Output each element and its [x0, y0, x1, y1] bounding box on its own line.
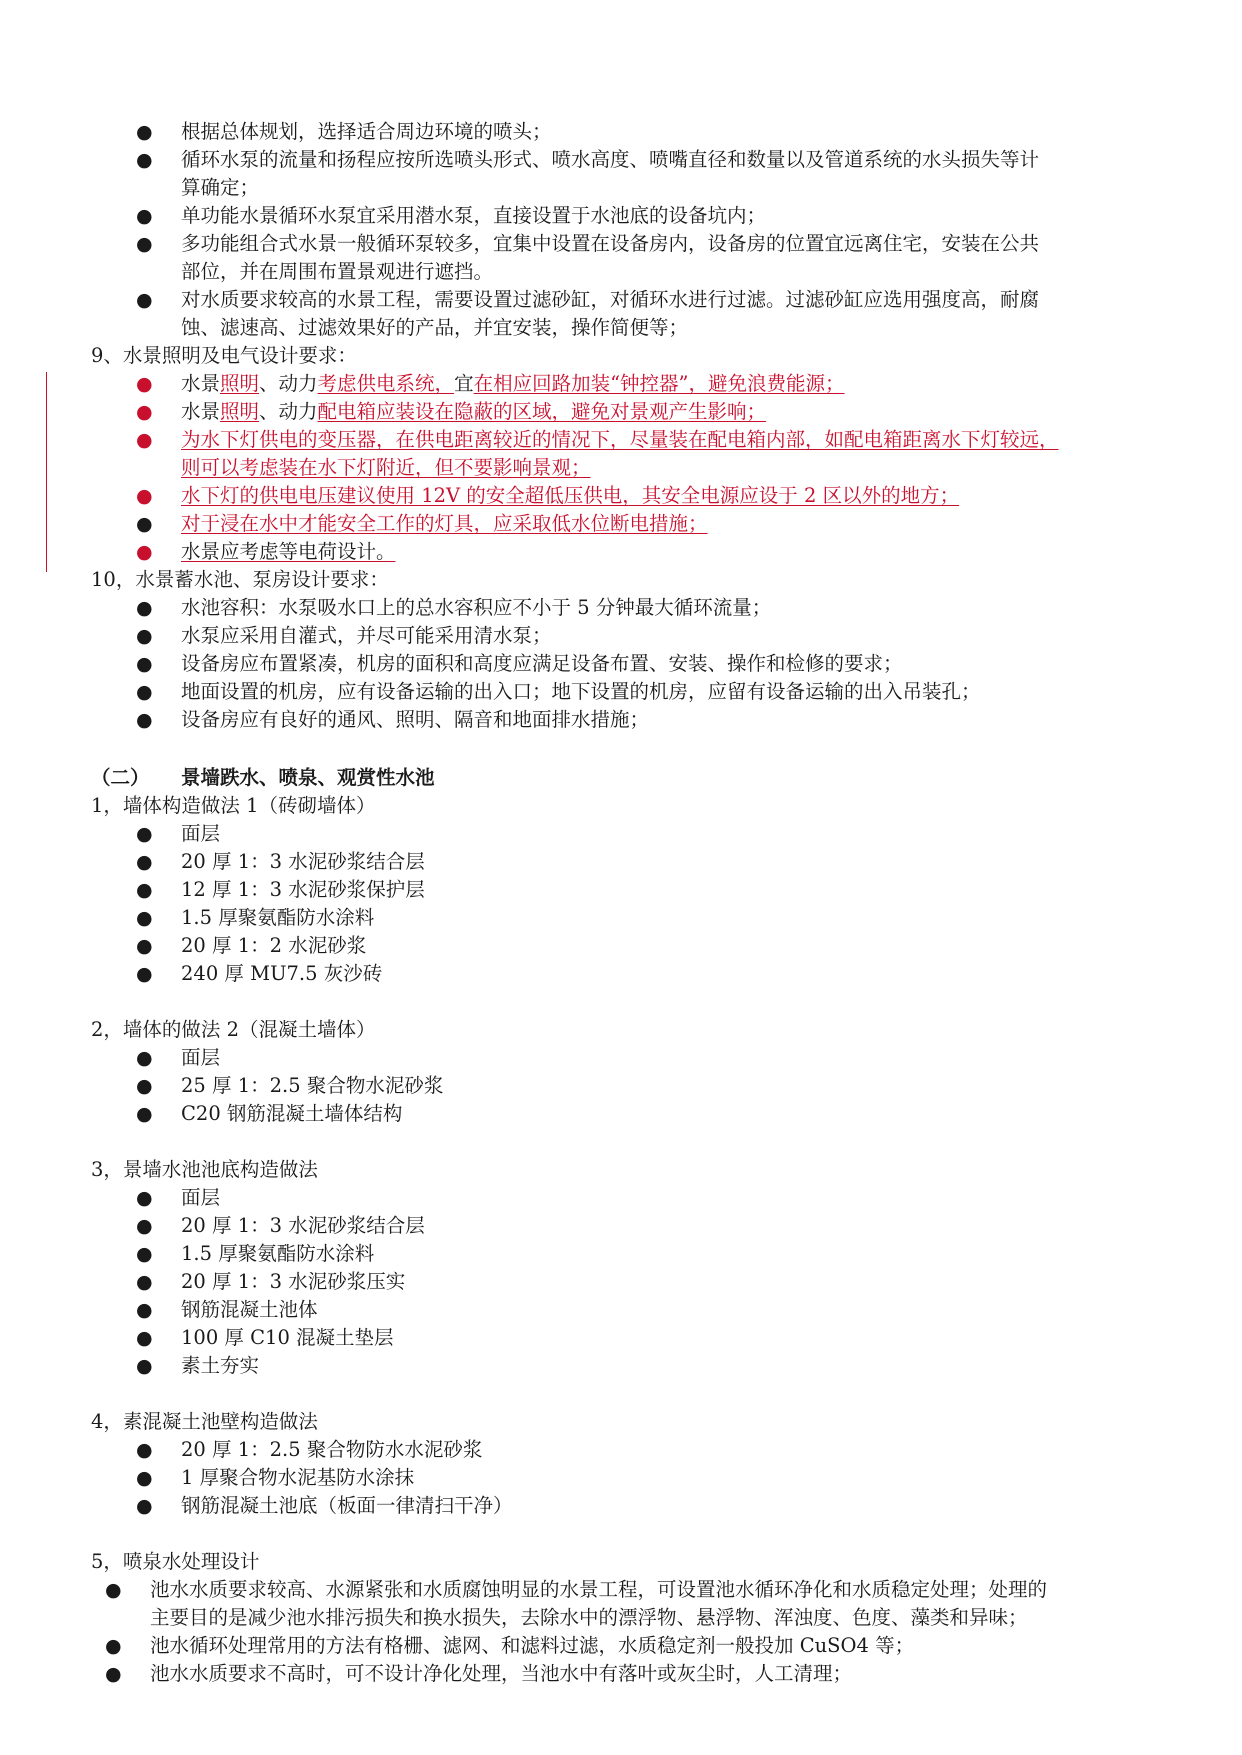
bullet-icon: ● [136, 1215, 153, 1237]
list-item [181, 370, 845, 398]
bullet-icon: ● [136, 149, 153, 171]
bullet-icon: ● [105, 1579, 122, 1601]
bullet-icon: ● [136, 1327, 153, 1349]
section-9-heading: 9、水景照明及电气设计要求： [91, 344, 357, 367]
bullet-icon: ● [105, 1663, 122, 1685]
list-item: 地面设置的机房，应有设备运输的出入口；地下设置的机房，应留有设备运输的出入吊装孔； [181, 680, 981, 703]
text-run: 水景 [181, 372, 221, 395]
text-run: 宜 [454, 372, 474, 395]
bullet-icon: ● [136, 373, 153, 395]
list-item: 1.5 厚聚氨酯防水涂料 [181, 906, 375, 929]
inserted-text: 在相应回路加装“钟控器”，避免浪费能源； [473, 372, 845, 395]
list-item: 池水循环处理常用的方法有格栅、滤网、和滤料过滤，水质稳定剂一般投加 CuSO4 等； [150, 1634, 915, 1657]
bullet-icon: ● [136, 681, 153, 703]
bullet-icon: ● [136, 429, 153, 451]
list-item: 20 厚 1：3 水泥砂浆结合层 [181, 1214, 425, 1237]
part-3-heading: 3，景墙水池池底构造做法 [91, 1158, 318, 1181]
bullet-icon: ● [136, 1243, 153, 1265]
bullet-icon: ● [136, 1047, 153, 1069]
list-item: 20 厚 1：3 水泥砂浆结合层 [181, 850, 425, 873]
bullet-icon: ● [136, 233, 153, 255]
list-item: 20 厚 1：3 水泥砂浆压实 [181, 1270, 406, 1293]
list-item: 面层 [181, 1046, 221, 1069]
list-item-continuation: 则可以考虑装在水下灯附近，但不要影响景观； [181, 456, 591, 479]
part-2-heading: 2，墙体的做法 2（混凝土墙体） [91, 1018, 376, 1041]
list-item: 对于浸在水中才能安全工作的灯具，应采取低水位断电措施； [181, 512, 708, 535]
list-item-continuation: 主要目的是减少池水排污损失和换水损失，去除水中的漂浮物、悬浮物、浑浊度、色度、藻类和异味； [150, 1606, 1028, 1629]
text-run: 水景 [181, 400, 221, 423]
list-item: 池水水质要求较高、水源紧张和水质腐蚀明显的水景工程，可设置池水循环净化和水质稳定处理；处理的 [150, 1578, 1048, 1601]
list-item: 水泵应采用自灌式，并尽可能采用清水泵； [181, 624, 552, 647]
bullet-icon: ● [136, 963, 153, 985]
list-item: 240 厚 MU7.5 灰沙砖 [181, 962, 383, 985]
inserted-text: 照明 [220, 400, 260, 423]
bullet-icon: ● [136, 879, 153, 901]
list-item: 素土夯实 [181, 1354, 260, 1377]
bullet-icon: ● [136, 709, 153, 731]
list-item: 20 厚 1：2 水泥砂浆 [181, 934, 367, 957]
list-item: 设备房应布置紧凑，机房的面积和高度应满足设备布置、安装、操作和检修的要求； [181, 652, 903, 675]
list-item: 对水质要求较高的水景工程，需要设置过滤砂缸，对循环水进行过滤。过滤砂缸应选用强度高，耐腐 [181, 288, 1040, 311]
list-item: 钢筋混凝土池底（板面一律清扫干净） [181, 1494, 513, 1517]
bullet-icon: ● [136, 1439, 153, 1461]
list-item: 1 厚聚合物水泥基防水涂抹 [181, 1466, 415, 1489]
bullet-icon: ● [136, 625, 153, 647]
text-run: 、动力 [259, 400, 318, 423]
list-item-continuation: 蚀、滤速高、过滤效果好的产品，并宜安装，操作简便等； [181, 316, 689, 339]
bullet-icon: ● [136, 205, 153, 227]
list-item: 水景应考虑等电荷设计。 [181, 540, 396, 563]
list-item: 25 厚 1：2.5 聚合物水泥砂浆 [181, 1074, 444, 1097]
bullet-icon: ● [136, 851, 153, 873]
revision-change-bar [46, 372, 47, 572]
bullet-icon: ● [136, 935, 153, 957]
bullet-icon: ● [136, 907, 153, 929]
bullet-icon: ● [136, 1495, 153, 1517]
list-item: 1.5 厚聚氨酯防水涂料 [181, 1242, 375, 1265]
section-2-title: 景墙跌水、喷泉、观赏性水池 [181, 766, 435, 789]
list-item [181, 398, 766, 426]
list-item: 池水水质要求不高时，可不设计净化处理，当池水中有落叶或灰尘时，人工清理； [150, 1662, 853, 1685]
bullet-icon: ● [136, 541, 153, 563]
inserted-text: 配电箱应装设在隐蔽的区域，避免对景观产生影响； [317, 400, 767, 423]
bullet-icon: ● [136, 1187, 153, 1209]
text-run: 、动力 [259, 372, 318, 395]
list-item: 单功能水景循环水泵宜采用潜水泵，直接设置于水池底的设备坑内； [181, 204, 767, 227]
inserted-text: 考虑供电系统， [317, 372, 455, 395]
list-item: C20 钢筋混凝土墙体结构 [181, 1102, 403, 1125]
part-5-heading: 5，喷泉水处理设计 [91, 1550, 260, 1573]
list-item: 面层 [181, 822, 221, 845]
list-item: 根据总体规划，选择适合周边环境的喷头； [181, 120, 552, 143]
list-item: 100 厚 C10 混凝土垫层 [181, 1326, 394, 1349]
list-item: 12 厚 1：3 水泥砂浆保护层 [181, 878, 425, 901]
bullet-icon: ● [136, 1103, 153, 1125]
bullet-icon: ● [136, 513, 153, 535]
inserted-text: 照明 [220, 372, 260, 395]
list-item-continuation: 算确定； [181, 176, 260, 199]
bullet-icon: ● [136, 653, 153, 675]
list-item: 钢筋混凝土池体 [181, 1298, 318, 1321]
bullet-icon: ● [136, 1271, 153, 1293]
bullet-icon: ● [105, 1635, 122, 1657]
list-item: 面层 [181, 1186, 221, 1209]
part-4-heading: 4，素混凝土池壁构造做法 [91, 1410, 318, 1433]
bullet-icon: ● [136, 1467, 153, 1489]
bullet-icon: ● [136, 1075, 153, 1097]
part-1-heading: 1，墙体构造做法 1（砖砌墙体） [91, 794, 376, 817]
section-2-number: （二） [91, 766, 150, 789]
list-item: 水下灯的供电电压建议使用 12V 的安全超低压供电，其安全电源应设于 2 区以外的地方； [181, 484, 960, 507]
list-item: 为水下灯供电的变压器，在供电距离较近的情况下，尽量装在配电箱内部，如配电箱距离水下灯较远， [181, 428, 1059, 451]
bullet-icon: ● [136, 1299, 153, 1321]
bullet-icon: ● [136, 121, 153, 143]
section-10-heading: 10，水景蓄水池、泵房设计要求： [91, 568, 389, 591]
bullet-icon: ● [136, 289, 153, 311]
list-item: 设备房应有良好的通风、照明、隔音和地面排水措施； [181, 708, 650, 731]
bullet-icon: ● [136, 597, 153, 619]
list-item: 20 厚 1：2.5 聚合物防水水泥砂浆 [181, 1438, 483, 1461]
bullet-icon: ● [136, 401, 153, 423]
bullet-icon: ● [136, 823, 153, 845]
list-item-continuation: 部位，并在周围布置景观进行遮挡。 [181, 260, 494, 283]
list-item: 水池容积：水泵吸水口上的总水容积应不小于 5 分钟最大循环流量； [181, 596, 772, 619]
bullet-icon: ● [136, 1355, 153, 1377]
list-item: 循环水泵的流量和扬程应按所选喷头形式、喷水高度、喷嘴直径和数量以及管道系统的水头损失等计 [181, 148, 1040, 171]
bullet-icon: ● [136, 485, 153, 507]
list-item: 多功能组合式水景一般循环泵较多，宜集中设置在设备房内，设备房的位置宜远离住宅，安装在公共 [181, 232, 1040, 255]
